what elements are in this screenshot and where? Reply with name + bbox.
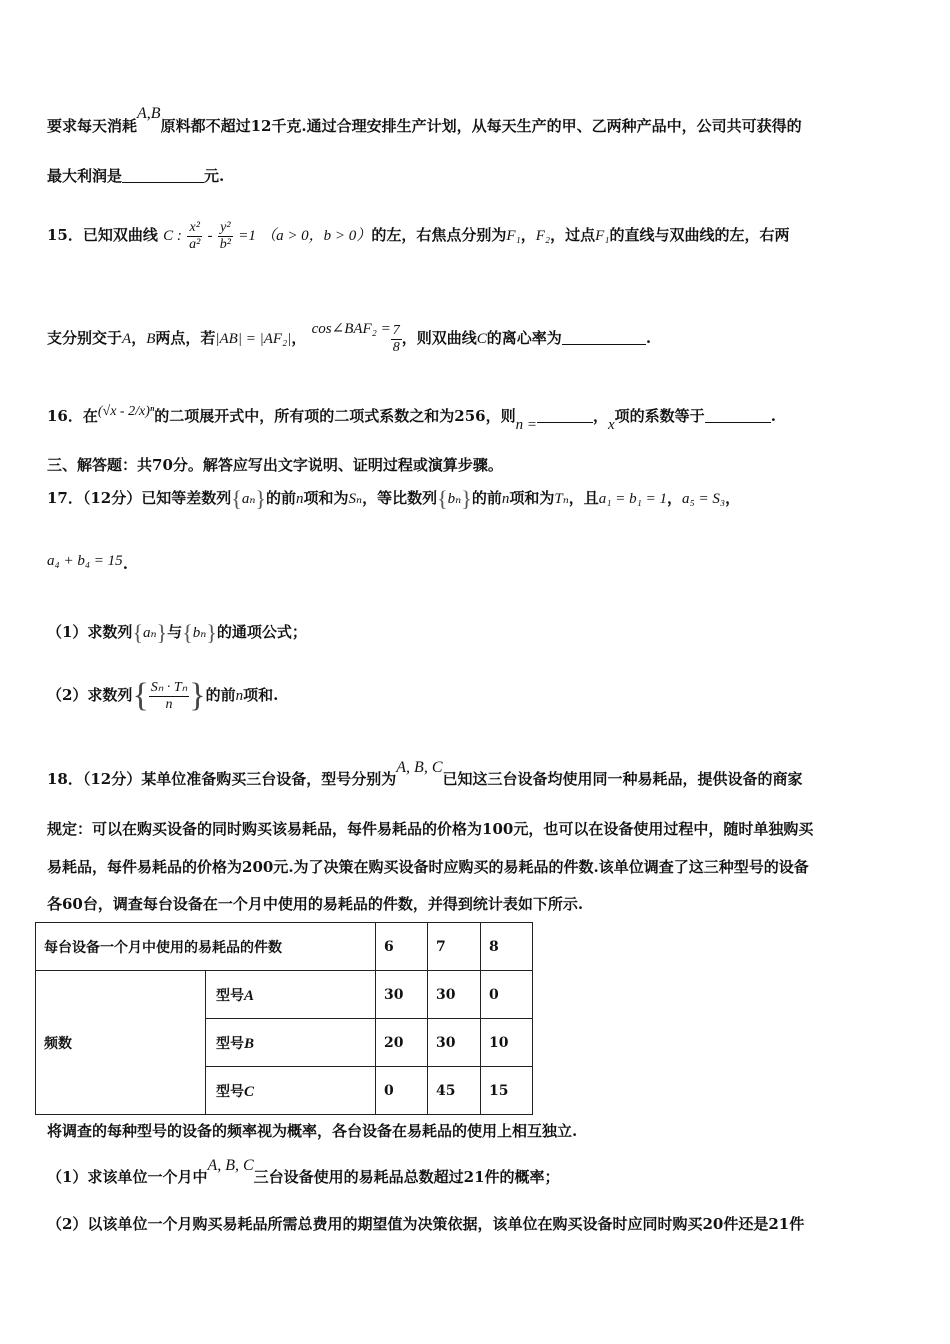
q17-p2-text: （2）求数列: [47, 686, 133, 704]
q15-text: 15．已知双曲线: [47, 226, 158, 244]
q16-expression: (√x - 2/x)ⁿ: [97, 404, 155, 419]
q15-text-3: ，过点: [550, 226, 596, 244]
q15-fraction-7-8: [391, 324, 402, 355]
q17-cond-3: a₄ + b₄ = 15: [47, 553, 123, 569]
table-col-header: 6: [376, 923, 428, 971]
table-cell: 0: [376, 1067, 428, 1115]
q18-text: 18．（12分）某单位准备购买三台设备，型号分别为: [47, 770, 397, 788]
q15-condition: （a > 0，b > 0）: [261, 228, 372, 244]
q15-curve-label: C :: [163, 228, 182, 244]
q15-text-6: 两点，若: [155, 329, 216, 347]
q15-f1: F₁: [506, 228, 521, 244]
q15-minus: -: [207, 228, 213, 244]
table-group-label: 频数: [36, 971, 206, 1115]
frac-den: a²: [189, 236, 201, 252]
q14-ab-math: A,B: [137, 105, 161, 122]
brace-right: }: [206, 620, 217, 645]
frac-num: Sₙ · Tₙ: [150, 679, 188, 695]
row-label-text: 型号: [216, 1035, 244, 1052]
q15-sep: ，: [131, 329, 147, 347]
q17-text-9: ，: [725, 489, 741, 507]
q18-line-5: 将调查的每种型号的设备的频率视为概率，各台设备在易耗品的使用上相互独立.: [47, 1122, 578, 1140]
q18-part-1: [47, 1157, 560, 1187]
q15-text-5: 支分别交于: [47, 329, 123, 347]
brace-left: {: [182, 620, 193, 645]
q18-line-2: 规定：可以在购买设备的同时购买该易耗品，每件易耗品的价格为100元，也可以在设备使用过程中，随时单独购买: [47, 820, 814, 838]
q17-n-2: n: [501, 491, 510, 507]
table-header-row: [36, 923, 533, 971]
q15-cos: cos∠BAF₂ =: [311, 321, 391, 337]
row-model: B: [244, 1035, 255, 1052]
curly-right: }: [189, 677, 206, 714]
q17-text: 17．（12分）已知等差数列: [47, 489, 232, 507]
answer-blank-q16-1[interactable]: [537, 408, 593, 423]
q15-text-9: 的离心率为: [486, 329, 562, 347]
frac-den: n: [165, 696, 173, 712]
q17-text-2: 的前: [265, 489, 296, 507]
table-cell: 30: [376, 971, 428, 1019]
frac-num: 7: [392, 322, 400, 338]
q15-equals: =1: [238, 228, 256, 244]
q15-text-2: 的左，右焦点分别为: [371, 226, 507, 244]
brace-right: }: [156, 620, 168, 645]
row-label-text: 型号: [216, 1083, 244, 1100]
table-col-header: 7: [428, 923, 481, 971]
statistics-table: [35, 922, 533, 1115]
q16-text-4: 项的系数等于: [614, 407, 705, 425]
brace-left: {: [132, 620, 144, 645]
answer-blank-q14[interactable]: [122, 168, 204, 183]
q17-sn: Sₙ: [348, 491, 363, 507]
q15-point-b: B: [146, 331, 156, 347]
q18-p1-abc: A, B, C: [207, 1157, 254, 1174]
q17-part-2: [47, 670, 278, 721]
table-cell: 30: [428, 971, 481, 1019]
q15-text-10: .: [645, 329, 652, 347]
q17-text-3: 项和为: [303, 489, 349, 507]
q17-line-1: [47, 483, 740, 514]
brace-right: }: [255, 486, 266, 511]
frac-den: b²: [219, 236, 231, 252]
answer-blank-q15[interactable]: [562, 330, 646, 345]
q15-equation: |AB| = |AF₂|: [215, 331, 292, 347]
q17-tn: Tₙ: [554, 491, 569, 507]
q17-p2-n: n: [235, 688, 244, 704]
q18-line-1: [47, 759, 803, 789]
q17-cond-2: a₅ = S₃: [682, 491, 726, 507]
table-cell: 10: [481, 1019, 533, 1067]
q18-line-3: 易耗品，每件易耗品的价格为200元.为了决策在购买设备时应购买的易耗品的件数.该单位调查了这三种型号的设备: [47, 858, 809, 876]
q17-text-7: ，且: [568, 489, 599, 507]
q17-text-5: 的前: [471, 489, 502, 507]
brace-left: {: [231, 486, 242, 511]
brace-left: {: [437, 486, 448, 511]
q16-text-5: .: [770, 407, 776, 425]
q14-text-2: 原料都不超过12千克.通过合理安排生产计划，从每天生产的甲、乙两种产品中，公司共可获得的: [160, 117, 802, 135]
q15-line-1: [47, 218, 790, 253]
q17-p1-text-3: 的通项公式；: [216, 623, 307, 641]
q14-text-4: 元.: [204, 167, 225, 185]
q17-p1-an: aₙ: [143, 625, 157, 641]
q15-text-8: ，则双曲线: [401, 329, 477, 347]
q17-text-6: 项和为: [509, 489, 555, 507]
table-cell: 0: [481, 971, 533, 1019]
q17-text-4: ，等比数列: [362, 489, 438, 507]
q15-f2: F₂: [535, 228, 551, 244]
q17-bn: bₙ: [447, 491, 462, 507]
brace-right: }: [461, 486, 472, 511]
q16-n: n =: [515, 417, 537, 433]
q17-line-2: [47, 555, 128, 574]
table-row-label: [206, 1019, 376, 1067]
q18-part-2: （2）以该单位一个月购买易耗品所需总费用的期望值为决策依据，该单位在购买设备时应同时购买20件还是21件: [47, 1215, 805, 1233]
table-row-label: [206, 1067, 376, 1115]
q16-text-2: 的二项展开式中，所有项的二项式系数之和为256，则: [154, 407, 516, 425]
table-row-label: [206, 971, 376, 1019]
q16-text-3: ，: [592, 407, 608, 425]
q17-text-8: ，: [666, 489, 682, 507]
q18-line-4: 各60台，调查每台设备在一个月中使用的易耗品的件数，并得到统计表如下所示.: [47, 895, 584, 913]
q17-p1-text: （1）求数列: [47, 623, 133, 641]
q15-f1-b: F₁: [595, 228, 610, 244]
q17-p2-text-2: 的前: [205, 686, 236, 704]
table-cell: 20: [376, 1019, 428, 1067]
q17-p2-text-3: 项和.: [243, 686, 279, 704]
q17-p2-fraction: [149, 681, 189, 712]
q14-text-3: 最大利润是: [47, 167, 123, 185]
q17-text-10: .: [122, 555, 128, 573]
table-col-header: 8: [481, 923, 533, 971]
q14-line-2: [47, 165, 224, 186]
q15-fraction-x: [187, 221, 202, 252]
q17-an: aₙ: [241, 491, 256, 507]
q17-p1-text-2: 与: [167, 623, 183, 641]
row-model: A: [244, 987, 255, 1004]
q14-line-1: [47, 105, 802, 136]
curly-left: {: [132, 677, 149, 714]
row-label-text: 型号: [216, 987, 244, 1004]
frac-num: y²: [218, 221, 233, 237]
answer-blank-q16-2[interactable]: [705, 408, 771, 423]
table-cell: 15: [481, 1067, 533, 1115]
frac-den: 8: [392, 339, 400, 355]
q17-p1-bn: bₙ: [192, 625, 207, 641]
q17-part-1: [47, 617, 307, 648]
q16-line: [47, 404, 776, 433]
q16-text: 16．在: [47, 407, 98, 425]
table-cell: 30: [428, 1019, 481, 1067]
q17-n: n: [295, 491, 304, 507]
table-row: [36, 971, 533, 1019]
q15-comma: ，: [520, 226, 536, 244]
q15-fraction-y: [218, 221, 233, 252]
q15-line-2: [47, 318, 651, 359]
q18-abc: A, B, C: [396, 759, 443, 776]
q15-point-a: A: [122, 331, 132, 347]
q15-c: C: [476, 331, 487, 347]
q16-x: x: [608, 417, 615, 433]
q14-text: 要求每天消耗: [47, 117, 138, 135]
section-heading: 三、解答题：共70分。解答应写出文字说明、证明过程或演算步骤。: [47, 456, 503, 474]
table-cell: 45: [428, 1067, 481, 1115]
q18-text-2: 已知这三台设备均使用同一种易耗品，提供设备的商家: [442, 770, 803, 788]
table-header-cell: 每台设备一个月中使用的易耗品的件数: [36, 923, 376, 971]
q18-p1-text: （1）求该单位一个月中: [47, 1168, 208, 1186]
q15-text-4: 的直线与双曲线的左，右两: [609, 226, 790, 244]
q18-p1-text-2: 三台设备使用的易耗品总数超过21件的概率；: [253, 1168, 560, 1186]
q15-text-7: ，: [291, 329, 307, 347]
q17-cond-1: a₁ = b₁ = 1: [598, 491, 667, 507]
frac-num: x²: [187, 221, 202, 237]
row-model: C: [244, 1083, 255, 1100]
